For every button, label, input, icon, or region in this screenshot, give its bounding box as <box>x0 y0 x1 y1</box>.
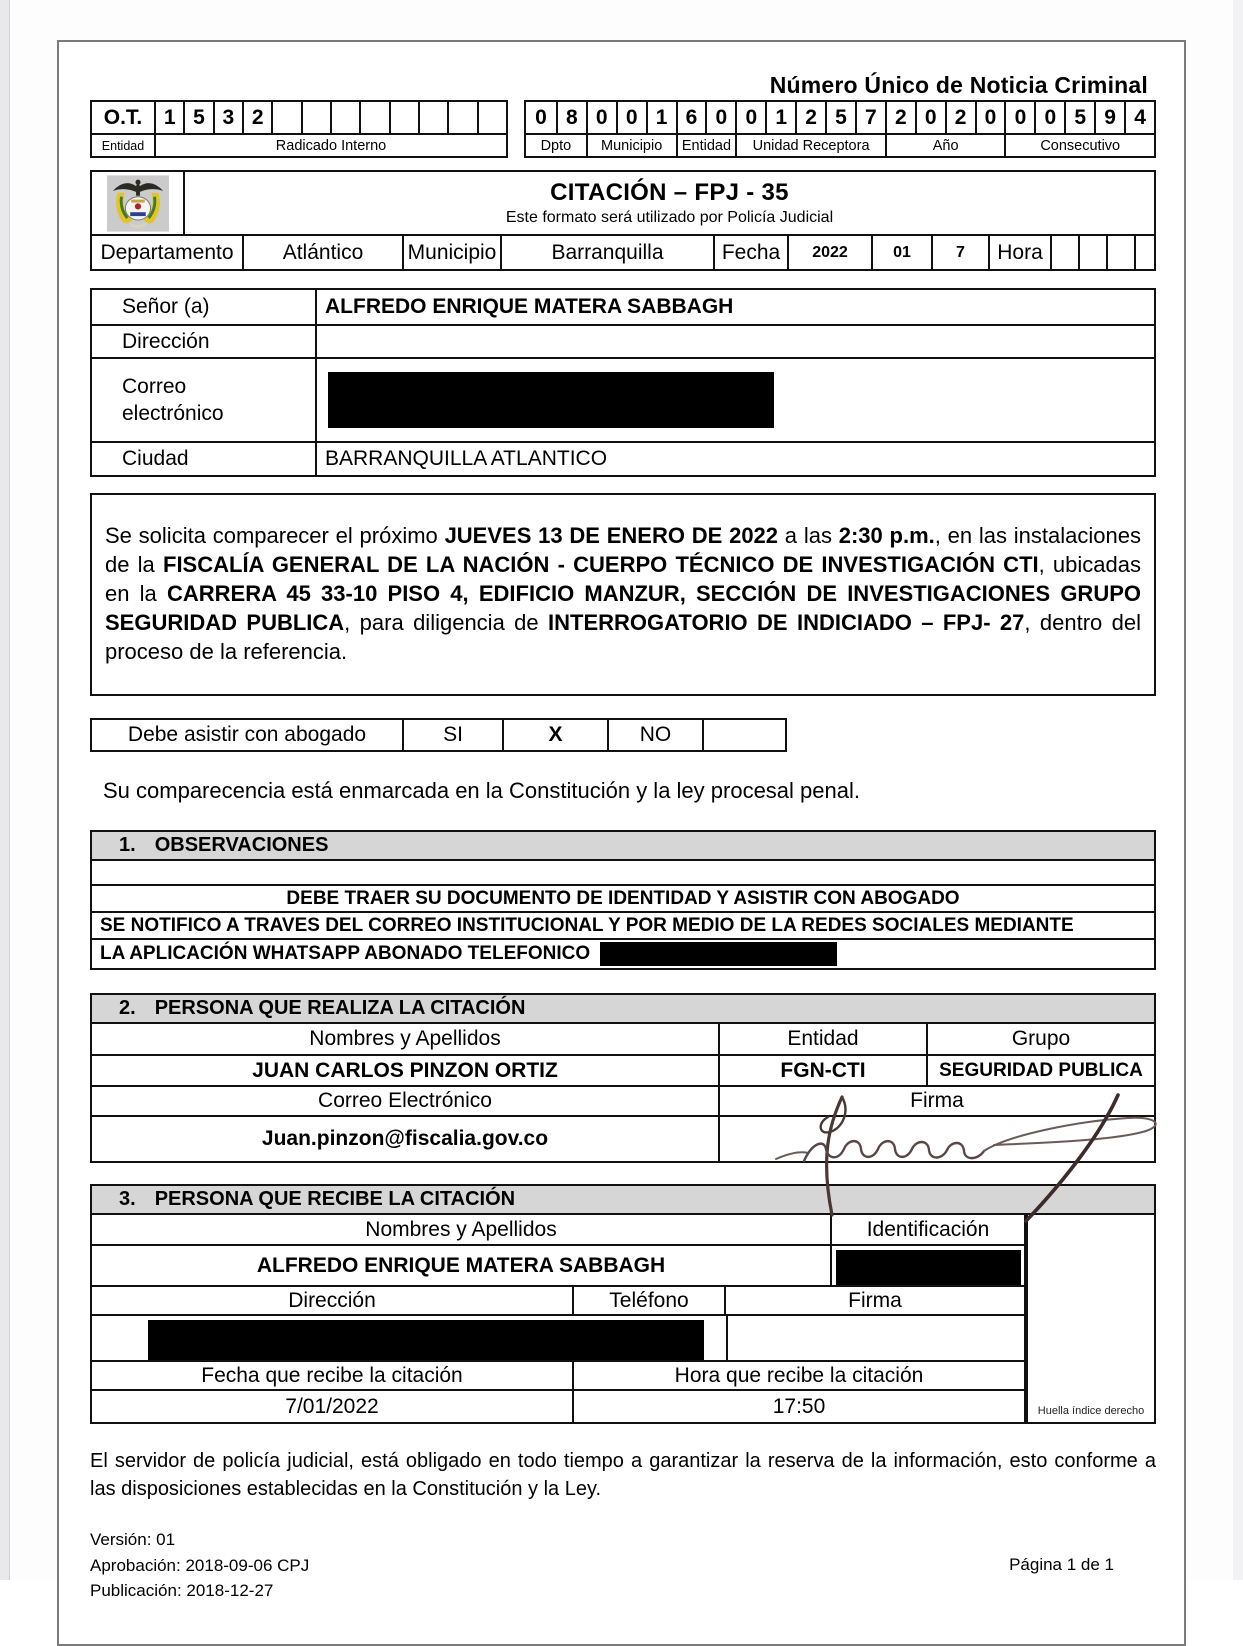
nunc-digit-cell: 0 <box>616 102 646 133</box>
section-number: 3. <box>119 1188 136 1211</box>
senor-value: ALFREDO ENRIQUE MATERA SABBAGH <box>325 295 734 318</box>
identificacion-value <box>832 1246 1024 1285</box>
ot-digit-cell: 5 <box>183 102 212 133</box>
hora-recibe-label: Hora que recibe la citación <box>674 1363 924 1387</box>
nunc-digit-cell: 8 <box>556 102 586 133</box>
ot-digit-cell <box>359 102 388 133</box>
firma-value-cell <box>720 1117 1154 1161</box>
section-title-text: PERSONA QUE REALIZA LA CITACIÓN <box>154 997 526 1020</box>
abogado-label: Debe asistir con abogado <box>127 723 367 747</box>
summons-paragraph <box>90 493 1156 696</box>
nunc-grid-label: Unidad Receptora <box>735 133 885 156</box>
page-number: Página 1 de 1 <box>1009 1555 1114 1575</box>
ot-digit-cell <box>301 102 330 133</box>
addressee-table <box>90 288 1156 477</box>
nunc-grid-label: Municipio <box>586 133 676 156</box>
comparecencia-note: Su comparecencia está enmarcada en la Constitución y la ley procesal penal. <box>103 778 860 804</box>
nunc-digit-cell: 0 <box>535 105 547 129</box>
hora-empty-cell <box>1050 236 1078 269</box>
scan-edge-right <box>1233 0 1243 1580</box>
realiza-section <box>90 993 1156 1163</box>
realiza-values-row <box>92 1054 1154 1085</box>
ot-grid-label: Radicado Interno <box>154 133 506 156</box>
redaction-box <box>328 372 774 428</box>
nunc-grid-label: Consecutivo <box>1004 133 1154 156</box>
form-page <box>57 40 1186 1646</box>
identificacion-label: Identificación <box>866 1217 990 1241</box>
recibe-body <box>92 1215 1154 1422</box>
direccion-label: Dirección <box>92 326 317 357</box>
nunc-digit-cell: 2 <box>885 102 915 133</box>
nunc-digit-cell: 1 <box>765 102 795 133</box>
entidad-value: FGN-CTI <box>720 1056 928 1085</box>
summons-segment: CARRERA 45 33-10 PISO 4, EDIFICIO MANZUR, SECCIÓN DE INVESTIGACIONES GRUPO SEGURIDAD PUBLICA <box>105 581 1141 636</box>
recibe-values-row-3 <box>92 1389 1024 1422</box>
municipio-value: Barranquilla <box>500 236 713 269</box>
nunc-grid-label: Entidad <box>676 133 736 156</box>
grupo-value: SEGURIDAD PUBLICA <box>939 1059 1143 1081</box>
reserva-paragraph: El servidor de policía judicial, está obligado en todo tiempo a garantizar la reserva de la información, esto conforme a las disposiciones establecidas en la Constitución y la Ley. <box>90 1450 1156 1501</box>
nunc-grid-label: Año <box>885 133 1005 156</box>
nunc-digit-cell: 5 <box>825 102 855 133</box>
coat-of-arms-logo-icon <box>107 175 169 232</box>
ciudad-label: Ciudad <box>92 443 317 475</box>
realiza-values-row-2 <box>92 1115 1154 1161</box>
fecha-anio: 2022 <box>787 236 871 269</box>
abogado-no-mark <box>702 720 785 750</box>
direccion-telefono-value <box>92 1316 728 1360</box>
section-number: 1. <box>119 834 136 857</box>
recibe-section <box>90 1184 1156 1424</box>
realiza-title <box>92 995 1154 1024</box>
nunc-digit-cell: 2 <box>945 102 975 133</box>
hora-label: Hora <box>988 236 1050 269</box>
fecha-recibe-label: Fecha que recibe la citación <box>92 1362 574 1389</box>
summons-segment: JUEVES 13 DE ENERO DE 2022 <box>444 523 779 548</box>
nunc-digit-cell: 0 <box>705 102 735 133</box>
nombres-apellidos-label: Nombres y Apellidos <box>92 1215 832 1244</box>
hora-empty-cell <box>1078 236 1106 269</box>
ot-digit-cell <box>447 102 476 133</box>
grid-spacer <box>508 100 524 158</box>
ot-grid-label: Entidad <box>92 133 154 156</box>
ciudad-row <box>92 441 1154 475</box>
nombres-apellidos-label: Nombres y Apellidos <box>92 1024 720 1054</box>
abogado-si-label: SI <box>402 720 502 750</box>
observaciones-title <box>92 832 1154 861</box>
ot-digit-cell: 2 <box>242 102 271 133</box>
section-title-text: OBSERVACIONES <box>154 834 329 857</box>
realiza-header-row-2 <box>92 1085 1154 1115</box>
location-date-row <box>90 234 1156 271</box>
nunc-digit-cell: 5 <box>1064 102 1094 133</box>
recibe-values-row-2 <box>92 1314 1024 1360</box>
senor-row <box>92 290 1154 324</box>
header-titles <box>185 172 1154 234</box>
ot-digit-cell: 3 <box>213 102 242 133</box>
observaciones-row <box>92 938 1154 968</box>
grupo-label: Grupo <box>1011 1027 1071 1051</box>
version-block <box>90 1527 1156 1604</box>
nunc-digit-cell: 0 <box>735 102 765 133</box>
nunc-digit-cell: 7 <box>855 102 885 133</box>
fecha-mes: 01 <box>871 236 931 269</box>
observaciones-section <box>90 830 1156 970</box>
recibe-header-row-2 <box>92 1285 1024 1314</box>
redaction-box <box>836 1250 1021 1285</box>
huella-label: Huella índice derecho <box>1037 1405 1145 1418</box>
observaciones-empty-row <box>92 861 1154 884</box>
nunc-digit-cell: 0 <box>1004 102 1034 133</box>
nunc-code-grid <box>524 100 1156 158</box>
correo-value <box>317 366 1154 434</box>
aprobacion-line: Aprobación: 2018-09-06 CPJ <box>90 1555 310 1575</box>
summons-segment: , ubicadas en la <box>105 552 1141 607</box>
departamento-value: Atlántico <box>242 236 402 269</box>
scan-edge-left <box>0 0 10 1580</box>
nunc-title: Número Único de Noticia Criminal <box>769 72 1148 98</box>
nombres-apellidos-value: JUAN CARLOS PINZON ORTIZ <box>92 1056 720 1085</box>
direccion-row <box>92 324 1154 357</box>
nunc-digit-cell: 0 <box>975 102 1005 133</box>
hora-empty-cell <box>1134 236 1154 269</box>
realiza-header-row <box>92 1024 1154 1054</box>
summons-segment: 2:30 p.m. <box>838 523 935 548</box>
senor-label: Señor (a) <box>92 290 317 324</box>
entidad-label: Entidad <box>720 1024 928 1054</box>
nunc-grid-label: Dpto <box>526 133 586 156</box>
summons-segment: a las <box>778 523 839 548</box>
summons-segment: , dentro del proceso de la referencia. <box>105 610 1141 665</box>
nunc-digit-cell: 4 <box>1124 102 1154 133</box>
ot-grid <box>90 100 508 158</box>
ot-digit-cell <box>271 102 300 133</box>
direccion-label: Dirección <box>92 1287 574 1314</box>
recibe-table <box>92 1215 1026 1422</box>
fecha-recibe-value: 7/01/2022 <box>92 1391 574 1422</box>
abogado-si-mark: X <box>502 720 607 750</box>
firma-value-cell <box>728 1316 1024 1360</box>
nunc-digit-cell: 2 <box>795 102 825 133</box>
municipio-label: Municipio <box>402 236 500 269</box>
observaciones-row: SE NOTIFICO A TRAVES DEL CORREO INSTITUCIONAL Y POR MEDIO DE LA REDES SOCIALES MEDIANTE <box>92 911 1154 938</box>
summons-segment: , en las instalaciones de la <box>105 523 1141 578</box>
correo-row <box>92 357 1154 441</box>
recibe-header-row-3 <box>92 1360 1024 1389</box>
departamento-label: Departamento <box>100 240 234 264</box>
ot-digit-cell: 1 <box>154 102 183 133</box>
version-line: Versión: 01 <box>90 1530 176 1550</box>
ot-digit-cell <box>389 102 418 133</box>
abogado-row <box>90 718 787 752</box>
huella-box <box>1026 1215 1154 1422</box>
hora-recibe-value: 17:50 <box>772 1394 826 1418</box>
recibe-values-row <box>92 1244 1024 1285</box>
nunc-digit-cell: 0 <box>1034 102 1064 133</box>
recibe-header-row <box>92 1215 1024 1244</box>
summons-segment: , para diligencia de <box>344 610 549 636</box>
section-number: 2. <box>119 997 136 1020</box>
summons-segment: FISCALÍA GENERAL DE LA NACIÓN - CUERPO TÉCNICO DE INVESTIGACIÓN CTI <box>163 552 1039 578</box>
nunc-digit-cell: 0 <box>586 102 616 133</box>
ot-prefix-cell: O.T. <box>103 105 143 129</box>
form-header-band <box>90 170 1156 234</box>
correo-electronico-label: Correo Electrónico <box>92 1087 720 1115</box>
nunc-grids-row <box>90 100 1156 158</box>
correo-electronico-value: Juan.pinzon@fiscalia.gov.co <box>92 1117 720 1161</box>
observaciones-row-text: LA APLICACIÓN WHATSAPP ABONADO TELEFONICO <box>100 943 591 965</box>
fecha-label: Fecha <box>713 236 787 269</box>
logo-cell <box>92 172 185 234</box>
ciudad-value: BARRANQUILLA ATLANTICO <box>325 447 608 470</box>
nunc-digit-cell: 6 <box>676 102 706 133</box>
section-title-text: PERSONA QUE RECIBE LA CITACIÓN <box>154 1188 516 1211</box>
telefono-label: Teléfono <box>574 1287 726 1314</box>
ot-digit-cell <box>418 102 447 133</box>
ot-digit-cell <box>330 102 359 133</box>
redaction-box <box>148 1320 704 1360</box>
firma-label: Firma <box>910 1089 964 1113</box>
summons-segment: Se solicita comparecer el próximo <box>105 523 445 548</box>
redaction-box <box>600 942 837 966</box>
ot-digit-cell <box>477 102 506 133</box>
nunc-digit-cell: 1 <box>646 102 676 133</box>
form-title: CITACIÓN – FPJ - 35 <box>550 179 789 206</box>
recibe-title <box>92 1186 1154 1215</box>
observaciones-row: DEBE TRAER SU DOCUMENTO DE IDENTIDAD Y ASISTIR CON ABOGADO <box>92 884 1154 911</box>
hora-empty-cell <box>1106 236 1134 269</box>
nombres-apellidos-value: ALFREDO ENRIQUE MATERA SABBAGH <box>92 1246 832 1285</box>
summons-segment: INTERROGATORIO DE INDICIADO – FPJ- 27 <box>548 610 1025 636</box>
correo-label: Correo electrónico <box>92 359 317 441</box>
nunc-digit-cell: 0 <box>915 102 945 133</box>
abogado-no-label: NO <box>607 720 702 750</box>
form-subtitle: Este formato será utilizado por Policía Judicial <box>505 209 834 226</box>
firma-label: Firma <box>848 1288 902 1312</box>
fecha-dia: 7 <box>931 236 988 269</box>
nunc-digit-cell: 9 <box>1094 102 1124 133</box>
publicacion-line: Publicación: 2018-12-27 <box>90 1581 274 1601</box>
